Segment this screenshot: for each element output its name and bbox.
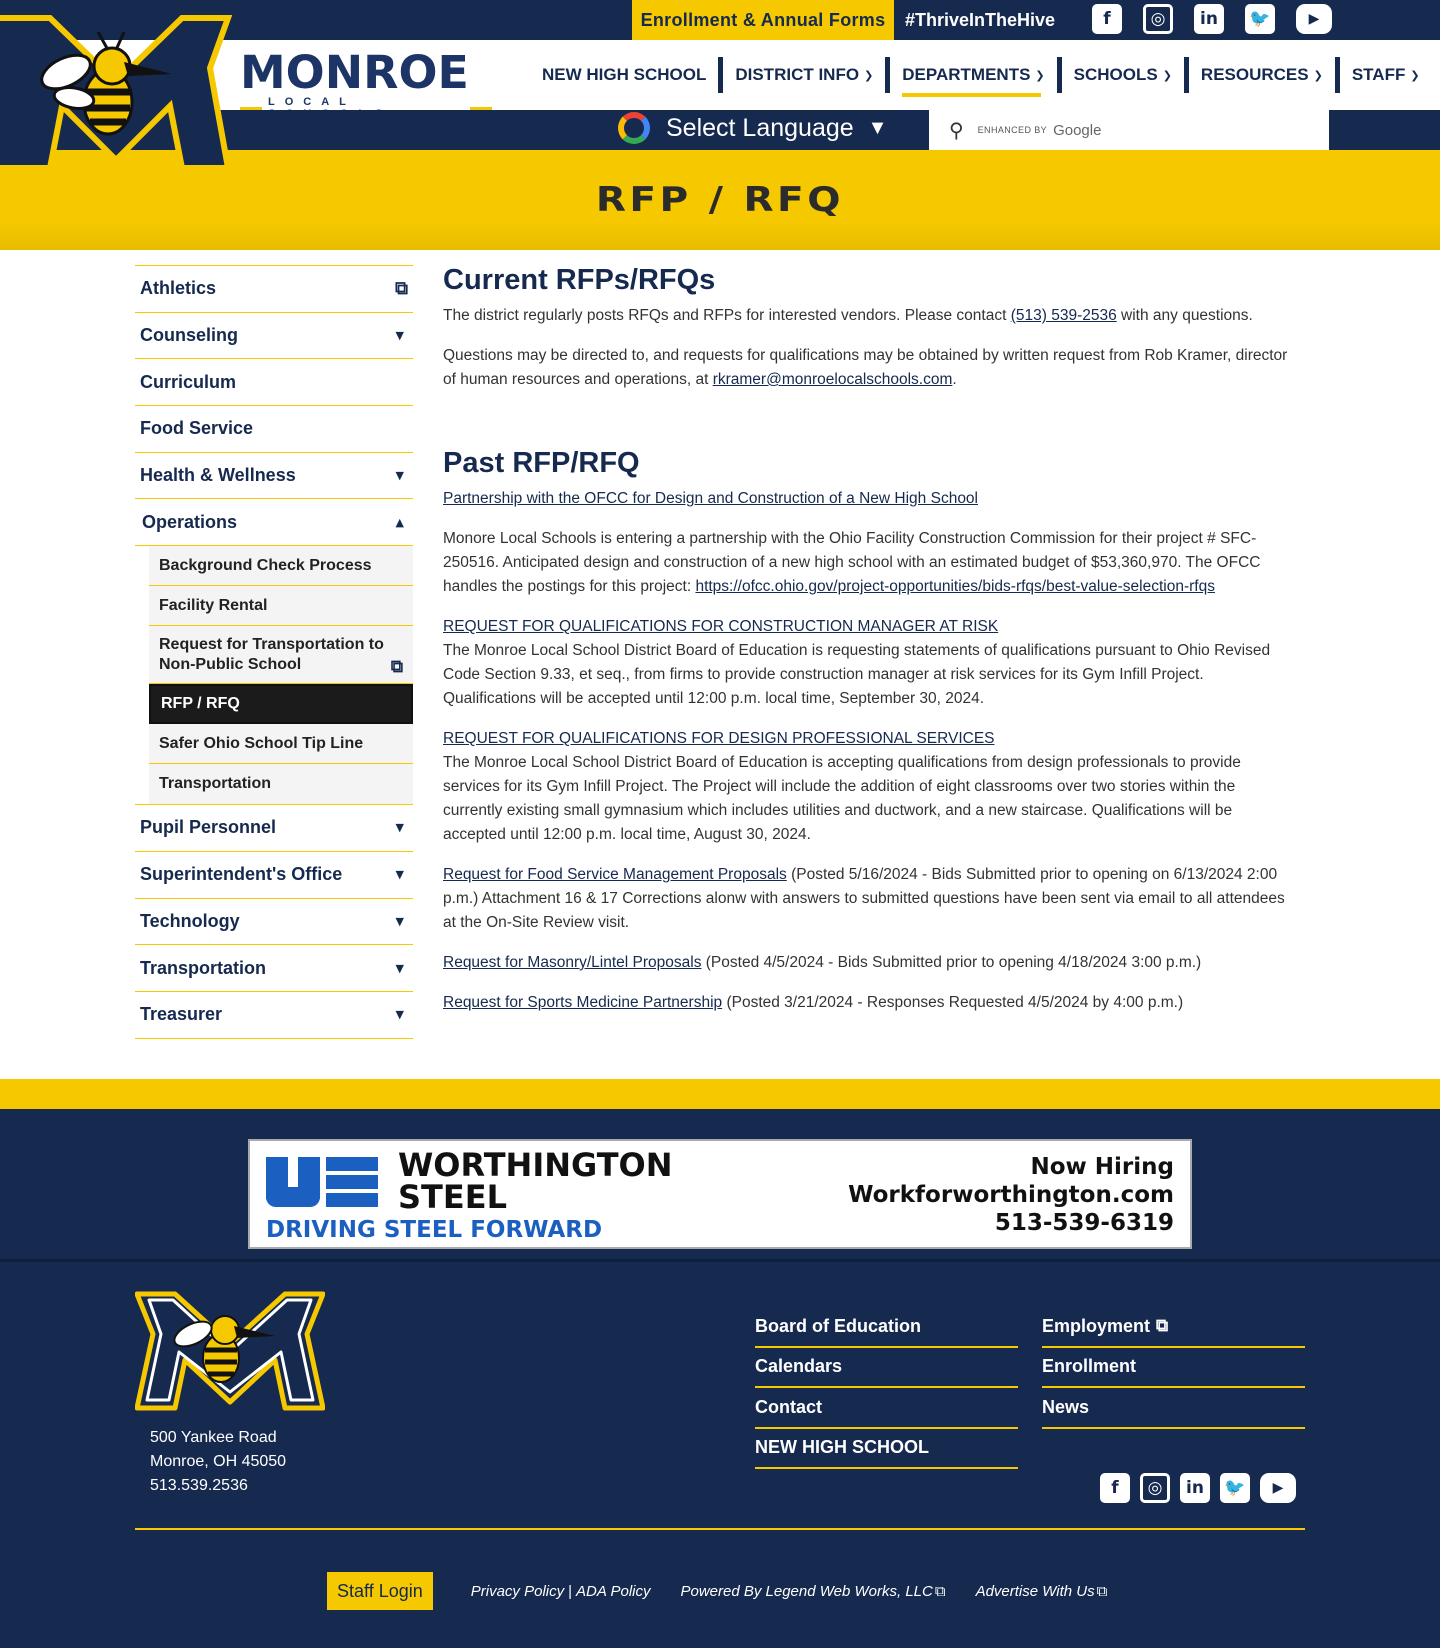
instagram-icon[interactable]: ◎	[1140, 1473, 1170, 1503]
chevron-down-icon: ❯	[864, 68, 874, 82]
language-label: Select Language	[666, 113, 854, 142]
top-social-links	[1092, 4, 1332, 34]
contact-email-link[interactable]: rkramer@monroelocalschools.com	[712, 371, 953, 388]
nav-resources[interactable]: RESOURCES ❯	[1200, 65, 1323, 84]
main-content	[443, 262, 1293, 1031]
search-enhanced-by: ENHANCED BY	[977, 125, 1048, 135]
site-search-input[interactable]	[929, 110, 1329, 150]
footer-link-employment[interactable]: Employment ⧉	[1042, 1307, 1305, 1348]
footer-link-contact[interactable]: Contact	[755, 1388, 1018, 1429]
monroe-hornet-logo-icon	[0, 10, 232, 175]
nav-new-high-school[interactable]: NEW HIGH SCHOOL	[542, 65, 707, 84]
worthington-steel-ad[interactable]	[248, 1139, 1192, 1249]
youtube-icon[interactable]: ▶	[1296, 4, 1332, 34]
advertise-link[interactable]: Advertise With Us ⧉	[975, 1582, 1108, 1600]
sidebar-item-counseling[interactable]: Counseling ▼	[135, 313, 413, 360]
sidebar-item-pupil-personnel[interactable]: Pupil Personnel ▼	[135, 805, 413, 852]
questions-paragraph: Questions may be directed to, and requests for qualifications may be obtained by written request from Rob Kramer, director of human resources and operations, at rkramer@monroelocalschools.com.	[443, 347, 1288, 388]
footer-link-new-high-school[interactable]: NEW HIGH SCHOOL	[755, 1429, 1018, 1470]
sidebar-item-operations[interactable]: Operations ▲	[135, 499, 413, 546]
language-selector[interactable]	[618, 112, 887, 144]
caret-down-icon[interactable]: ▼	[395, 821, 404, 835]
ofcc-url-link[interactable]: https://ofcc.ohio.gov/project-opportunities/bids-rfqs/best-value-selection-rfqs	[695, 578, 1215, 595]
footer-social-links	[1100, 1473, 1296, 1503]
external-link-icon: ⧉	[395, 278, 408, 300]
sidebar-item-superintendents-office[interactable]: Superintendent's Office ▼	[135, 852, 413, 899]
ofcc-partnership-link[interactable]: Partnership with the OFCC for Design and Construction of a New High School	[443, 490, 978, 507]
chevron-down-icon: ❯	[1035, 68, 1045, 82]
privacy-policy-link[interactable]: Privacy Policy	[470, 1582, 565, 1600]
caret-down-icon[interactable]: ▼	[395, 868, 404, 882]
subnav-background-check[interactable]: Background Check Process	[149, 546, 413, 586]
facebook-icon[interactable]: f	[1092, 4, 1122, 34]
external-link-icon: ⧉	[1096, 1582, 1108, 1600]
external-link-icon: ⧉	[1156, 1316, 1169, 1337]
dropdown-arrow-icon: ▼	[867, 116, 888, 139]
subnav-safer-ohio-tip-line[interactable]: Safer Ohio School Tip Line	[149, 724, 413, 764]
footer-bottom-bar	[327, 1572, 1107, 1610]
linkedin-icon[interactable]: in	[1180, 1473, 1210, 1503]
chevron-down-icon: ❯	[1313, 68, 1323, 82]
masonry-paragraph: Request for Masonry/Lintel Proposals (Posted 4/5/2024 - Bids Submitted prior to opening 4/18/2024 3:00 p.m.)	[443, 954, 1202, 971]
hashtag-link[interactable]: #ThriveInTheHive	[905, 9, 1056, 30]
cm-at-risk-link[interactable]: REQUEST FOR QUALIFICATIONS FOR CONSTRUCTION MANAGER AT RISK	[443, 618, 999, 635]
ofcc-paragraph: Monore Local Schools is entering a partnership with the Ohio Facility Construction Commission for their project # SFC-250516. Anticipated design and construction of a new high school with an estimated budget of $53,360,970. The OFCC handles the postings for this project: https://ofcc.ohio.gov/project-opportunities/bids-rfqs/best-value-selection-rfqs	[443, 530, 1261, 595]
subnav-transportation[interactable]: Transportation	[149, 764, 413, 804]
external-link-icon: ⧉	[390, 657, 403, 678]
search-provider: Google	[1053, 121, 1102, 139]
district-phone-link[interactable]: (513) 539-2536	[1010, 307, 1117, 324]
ada-policy-link[interactable]: ADA Policy	[576, 1582, 651, 1600]
site-footer	[0, 1259, 1440, 1648]
brand-name: MONROE	[240, 46, 469, 99]
ad-company-name: WORTHINGTON STEEL	[398, 1146, 673, 1216]
nav-schools[interactable]: SCHOOLS ❯	[1073, 65, 1172, 84]
footer-link-board-of-education[interactable]: Board of Education	[755, 1307, 1018, 1348]
caret-down-icon[interactable]: ▼	[395, 469, 404, 483]
facebook-icon[interactable]: f	[1100, 1473, 1130, 1503]
ofcc-link-paragraph	[443, 487, 1293, 511]
nav-district-info[interactable]: DISTRICT INFO ❯	[735, 65, 874, 84]
subnav-transportation-request[interactable]: Request for Transportation to Non-Public School ⧉	[149, 626, 413, 684]
past-rfp-heading: Past RFP/RFQ	[443, 447, 640, 479]
sports-medicine-paragraph: Request for Sports Medicine Partnership (Posted 3/21/2024 - Responses Requested 4/5/2024 by 4:00 p.m.)	[443, 994, 1184, 1011]
powered-by-link[interactable]: Powered By Legend Web Works, LLC ⧉	[680, 1582, 946, 1600]
twitter-icon[interactable]: 🐦	[1245, 4, 1275, 34]
nav-staff[interactable]: STAFF ❯	[1351, 65, 1420, 84]
sidebar-item-health-wellness[interactable]: Health & Wellness ▼	[135, 453, 413, 500]
subnav-facility-rental[interactable]: Facility Rental	[149, 586, 413, 626]
link-separator: |	[568, 1582, 573, 1600]
sponsor-band	[0, 1109, 1440, 1259]
caret-down-icon[interactable]: ▼	[395, 329, 404, 343]
sports-medicine-link[interactable]: Request for Sports Medicine Partnership	[443, 994, 723, 1011]
nav-departments[interactable]: DEPARTMENTS ❯	[890, 57, 1056, 93]
caret-up-icon[interactable]: ▲	[395, 515, 404, 529]
sidebar-item-technology[interactable]: Technology ▼	[135, 899, 413, 946]
ad-hiring-info: Now Hiring Workforworthington.com 513-539-6319	[848, 1154, 1174, 1236]
youtube-icon[interactable]: ▶	[1260, 1473, 1296, 1503]
sidebar-item-treasurer[interactable]: Treasurer ▼	[135, 992, 413, 1039]
chevron-down-icon: ❯	[1410, 68, 1420, 82]
staff-login-button[interactable]: Staff Login	[327, 1572, 433, 1610]
district-logo-link[interactable]	[0, 10, 232, 175]
design-professional-paragraph: REQUEST FOR QUALIFICATIONS FOR DESIGN PROFESSIONAL SERVICES The Monroe Local School District Board of Education is accepting qualifications from design professionals to provide services for its Gym Infill Project. The Project will include the addition of eight classrooms over two stories within the currently existing small gymnasium which includes utilities and ductwork, and a new staircase. Qualifications will be accepted until 12:00 p.m. local time, August 30, 2024.	[443, 730, 1241, 843]
footer-link-enrollment[interactable]: Enrollment	[1042, 1348, 1305, 1389]
food-service-paragraph: Request for Food Service Management Proposals (Posted 5/16/2024 - Bids Submitted prior to opening on 6/13/2024 2:00 p.m.) Attachment 16 & 17 Corrections alonw with answers to submitted questions have been sent via email to all attendees at the On-Site Review visit.	[443, 866, 1285, 931]
operations-subnav	[135, 546, 413, 805]
footer-link-calendars[interactable]: Calendars	[755, 1348, 1018, 1389]
sidebar-item-food-service[interactable]: Food Service	[135, 406, 413, 453]
department-sidebar	[135, 265, 413, 1039]
footer-divider	[135, 1528, 1305, 1530]
google-g-icon	[618, 112, 650, 144]
cm-at-risk-paragraph: REQUEST FOR QUALIFICATIONS FOR CONSTRUCTION MANAGER AT RISK The Monroe Local School District Board of Education is requesting statements of qualifications pursuant to Ohio Revised Code Section 9.33, et seq., from firms to provide construction manager at risk services for its Gym Infill Project. Qualifications will be accepted until 12:00 p.m. local time, September 30, 2024.	[443, 618, 1271, 707]
caret-down-icon[interactable]: ▼	[395, 914, 404, 928]
design-professional-link[interactable]: REQUEST FOR QUALIFICATIONS FOR DESIGN PROFESSIONAL SERVICES	[443, 730, 995, 747]
brand-subtitle: LOCAL	[240, 96, 492, 120]
caret-down-icon[interactable]: ▼	[395, 961, 404, 975]
external-link-icon: ⧉	[934, 1582, 946, 1600]
footer-link-news[interactable]: News	[1042, 1388, 1305, 1429]
linkedin-icon[interactable]: in	[1194, 4, 1224, 34]
caret-down-icon[interactable]: ▼	[395, 1008, 404, 1022]
page-title: RFP / RFQ	[595, 180, 845, 220]
footer-links-col-1	[755, 1307, 1018, 1469]
footer-phone: 513.539.2536	[150, 1477, 248, 1494]
sidebar-item-transportation[interactable]: Transportation ▼	[135, 945, 413, 992]
enrollment-forms-button[interactable]: Enrollment & Annual Forms	[632, 0, 894, 40]
search-icon[interactable]: ⚲	[949, 118, 964, 142]
subnav-rfp-rfq[interactable]: RFP / RFQ	[149, 684, 413, 724]
chevron-down-icon: ❯	[1162, 68, 1172, 82]
sidebar-item-curriculum[interactable]: Curriculum	[135, 359, 413, 406]
current-rfps-heading: Current RFPs/RFQs	[443, 264, 716, 296]
footer-yellow-band	[0, 1079, 1440, 1109]
sidebar-item-athletics[interactable]: Athletics ⧉	[135, 266, 413, 313]
intro-paragraph: The district regularly posts RFQs and RFPs for interested vendors. Please contact (513) 539-2536 with any questions.	[443, 307, 1253, 324]
instagram-icon[interactable]: ◎	[1143, 4, 1173, 34]
ad-tagline: DRIVING STEEL FORWARD	[266, 1217, 603, 1243]
footer-quick-links	[755, 1307, 1305, 1469]
worthington-steel-logo-icon	[266, 1153, 378, 1211]
food-service-link[interactable]: Request for Food Service Management Proposals	[443, 866, 787, 883]
footer-address: 500 Yankee Road Monroe, OH 45050 513.539.2536	[150, 1426, 286, 1498]
twitter-icon[interactable]: 🐦	[1220, 1473, 1250, 1503]
monroe-hornet-logo-icon	[135, 1286, 325, 1412]
masonry-link[interactable]: Request for Masonry/Lintel Proposals	[443, 954, 702, 971]
footer-links-col-2	[1042, 1307, 1305, 1469]
main-navigation	[530, 40, 1432, 110]
